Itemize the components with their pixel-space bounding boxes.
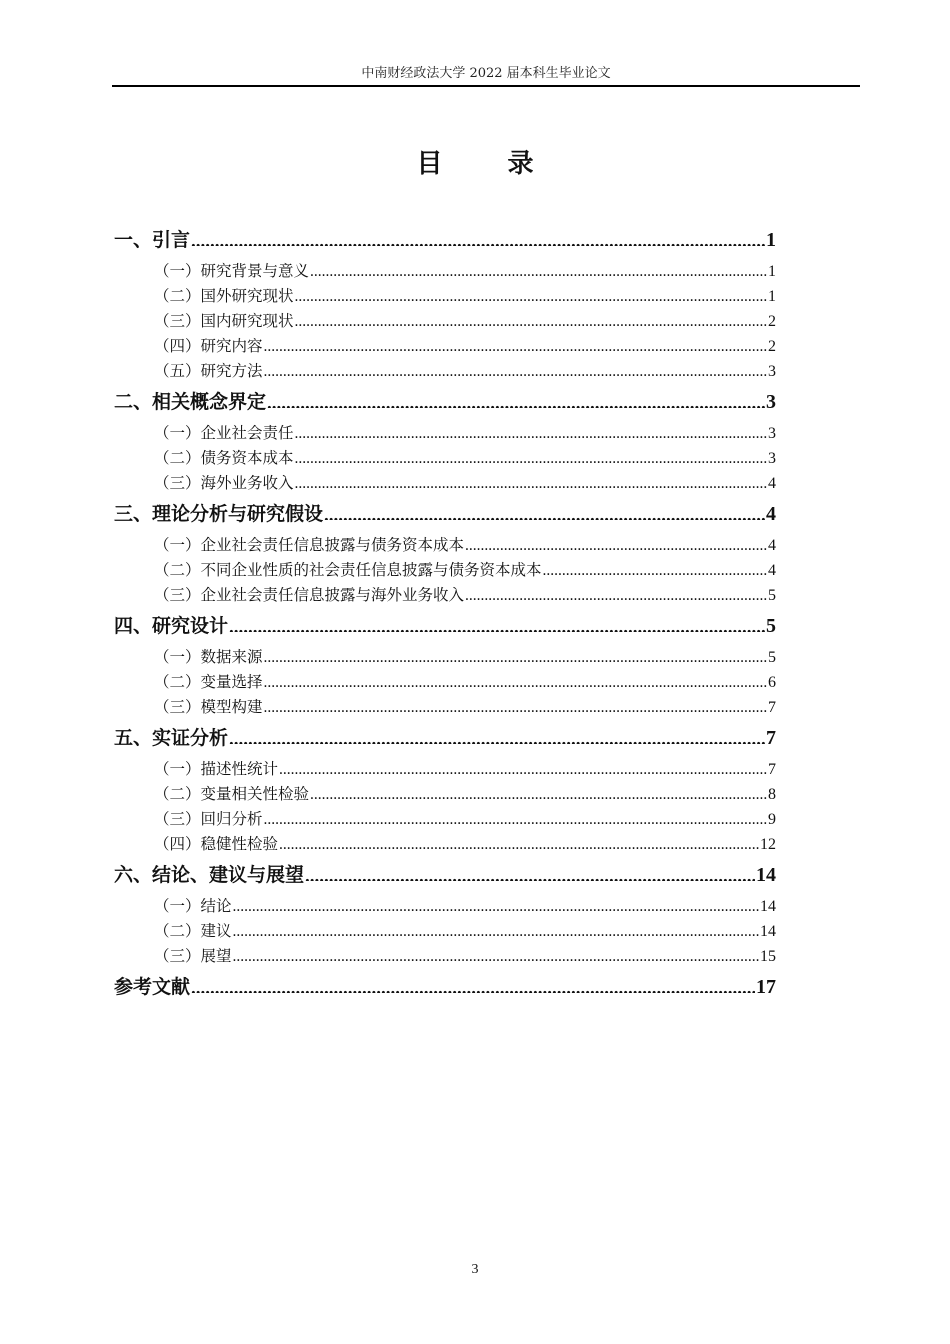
- toc-leader-dots: [305, 858, 755, 881]
- toc-chapter-entry[interactable]: [114, 608, 776, 645]
- toc-section-page: 15: [760, 948, 776, 965]
- toc-section-page: 3: [768, 363, 776, 380]
- toc-section-entry[interactable]: [114, 284, 776, 309]
- toc-leader-dots: [264, 807, 767, 826]
- toc-leader-dots: [233, 944, 759, 963]
- page-number: 3: [471, 1262, 479, 1277]
- toc-section-label: （一）研究背景与意义: [154, 262, 310, 280]
- toc-leader-dots: [310, 782, 767, 801]
- toc-section-entry[interactable]: [114, 533, 776, 558]
- toc-leader-dots: [267, 385, 765, 408]
- toc-section-entry[interactable]: [114, 309, 776, 334]
- toc-section-label: （二）变量选择: [154, 673, 263, 691]
- toc-chapter-page: 1: [766, 229, 776, 251]
- toc-leader-dots: [295, 446, 767, 465]
- toc-leader-dots: [295, 421, 767, 440]
- toc-section-label: （三）企业社会责任信息披露与海外业务收入: [154, 586, 465, 604]
- toc-section-label: （一）企业社会责任: [154, 424, 294, 442]
- toc-section-label: （二）建议: [154, 922, 232, 940]
- toc-chapter-label: 三、理论分析与研究假设: [114, 503, 324, 525]
- toc-chapter-label: 一、引言: [114, 229, 191, 251]
- toc-section-label: （一）数据来源: [154, 648, 263, 666]
- toc-chapter-page: 5: [766, 615, 776, 637]
- toc-section-label: （二）不同企业性质的社会责任信息披露与债务资本成本: [154, 561, 542, 579]
- toc-leader-dots: [543, 558, 767, 577]
- toc-leader-dots: [233, 894, 759, 913]
- toc-section-entry[interactable]: [114, 782, 776, 807]
- toc-chapter-entry[interactable]: [114, 857, 776, 894]
- toc-section-label: （二）国外研究现状: [154, 287, 294, 305]
- toc-section-entry[interactable]: [114, 583, 776, 608]
- toc-leader-dots: [229, 609, 765, 632]
- toc-leader-dots: [264, 359, 767, 378]
- toc-section-page: 4: [768, 537, 776, 554]
- toc-chapter-entry[interactable]: [114, 384, 776, 421]
- toc-section-page: 7: [768, 761, 776, 778]
- toc-section-page: 3: [768, 450, 776, 467]
- toc-section-label: （二）变量相关性检验: [154, 785, 310, 803]
- toc-leader-dots: [295, 309, 767, 328]
- toc-section-page: 1: [768, 288, 776, 305]
- toc-chapter-page: 17: [756, 976, 776, 998]
- toc-section-label: （五）研究方法: [154, 362, 263, 380]
- toc-leader-dots: [465, 583, 767, 602]
- toc-leader-dots: [310, 259, 767, 278]
- toc-leader-dots: [295, 471, 767, 490]
- toc-section-label: （四）研究内容: [154, 337, 263, 355]
- toc-section-page: 4: [768, 475, 776, 492]
- toc-chapter-label: 二、相关概念界定: [114, 391, 267, 413]
- toc-section-label: （一）描述性统计: [154, 760, 279, 778]
- toc-section-entry[interactable]: [114, 471, 776, 496]
- header-rule: [112, 85, 860, 87]
- toc-section-label: （四）稳健性检验: [154, 835, 279, 853]
- toc-chapter-entry[interactable]: [114, 720, 776, 757]
- toc-chapter-label: 参考文献: [114, 976, 191, 998]
- toc-section-page: 3: [768, 425, 776, 442]
- toc-section-label: （三）海外业务收入: [154, 474, 294, 492]
- toc-section-page: 5: [768, 649, 776, 666]
- toc-chapter-entry[interactable]: [114, 496, 776, 533]
- toc-section-entry[interactable]: [114, 334, 776, 359]
- toc-chapter-page: 7: [766, 727, 776, 749]
- toc-leader-dots: [191, 970, 755, 993]
- toc-section-page: 7: [768, 699, 776, 716]
- toc-section-page: 6: [768, 674, 776, 691]
- toc-section-entry[interactable]: [114, 670, 776, 695]
- toc-section-label: （二）债务资本成本: [154, 449, 294, 467]
- toc-section-page: 14: [760, 923, 776, 940]
- toc-section-page: 2: [768, 313, 776, 330]
- toc-leader-dots: [279, 832, 759, 851]
- toc-chapter-page: 3: [766, 391, 776, 413]
- toc-leader-dots: [229, 721, 765, 744]
- toc-section-entry[interactable]: [114, 757, 776, 782]
- toc-section-entry[interactable]: [114, 558, 776, 583]
- toc-title: 目 录: [416, 149, 562, 179]
- toc-section-entry[interactable]: [114, 832, 776, 857]
- toc-section-label: （三）国内研究现状: [154, 312, 294, 330]
- toc-section-page: 5: [768, 587, 776, 604]
- toc-section-entry[interactable]: [114, 807, 776, 832]
- toc-section-entry[interactable]: [114, 944, 776, 969]
- toc-section-page: 8: [768, 786, 776, 803]
- toc-section-label: （一）结论: [154, 897, 232, 915]
- toc-chapter-entry[interactable]: [114, 222, 776, 259]
- toc-section-page: 1: [768, 263, 776, 280]
- table-of-contents: [114, 222, 776, 1006]
- toc-section-entry[interactable]: [114, 259, 776, 284]
- toc-section-page: 9: [768, 811, 776, 828]
- toc-chapter-entry[interactable]: [114, 969, 776, 1006]
- toc-section-entry[interactable]: [114, 359, 776, 384]
- toc-leader-dots: [264, 334, 767, 353]
- toc-section-label: （一）企业社会责任信息披露与债务资本成本: [154, 536, 465, 554]
- toc-leader-dots: [191, 223, 765, 246]
- toc-chapter-label: 六、结论、建议与展望: [114, 864, 305, 886]
- toc-leader-dots: [264, 695, 767, 714]
- toc-section-page: 14: [760, 898, 776, 915]
- toc-leader-dots: [264, 645, 767, 664]
- toc-section-entry[interactable]: [114, 446, 776, 471]
- toc-section-entry[interactable]: [114, 421, 776, 446]
- toc-chapter-page: 4: [766, 503, 776, 525]
- toc-section-entry[interactable]: [114, 894, 776, 919]
- toc-leader-dots: [233, 919, 759, 938]
- toc-section-page: 4: [768, 562, 776, 579]
- toc-section-entry[interactable]: [114, 919, 776, 944]
- toc-leader-dots: [295, 284, 767, 303]
- toc-section-label: （三）回归分析: [154, 810, 263, 828]
- toc-section-entry[interactable]: [114, 645, 776, 670]
- toc-section-label: （三）展望: [154, 947, 232, 965]
- toc-section-label: （三）模型构建: [154, 698, 263, 716]
- toc-section-entry[interactable]: [114, 695, 776, 720]
- toc-chapter-page: 14: [756, 864, 776, 886]
- toc-chapter-label: 五、实证分析: [114, 727, 229, 749]
- toc-leader-dots: [324, 497, 765, 520]
- running-header: 中南财经政法大学 2022 届本科生毕业论文: [361, 66, 611, 81]
- toc-leader-dots: [465, 533, 767, 552]
- toc-section-page: 12: [760, 836, 776, 853]
- toc-chapter-label: 四、研究设计: [114, 615, 229, 637]
- toc-leader-dots: [264, 670, 767, 689]
- toc-section-page: 2: [768, 338, 776, 355]
- toc-leader-dots: [279, 757, 767, 776]
